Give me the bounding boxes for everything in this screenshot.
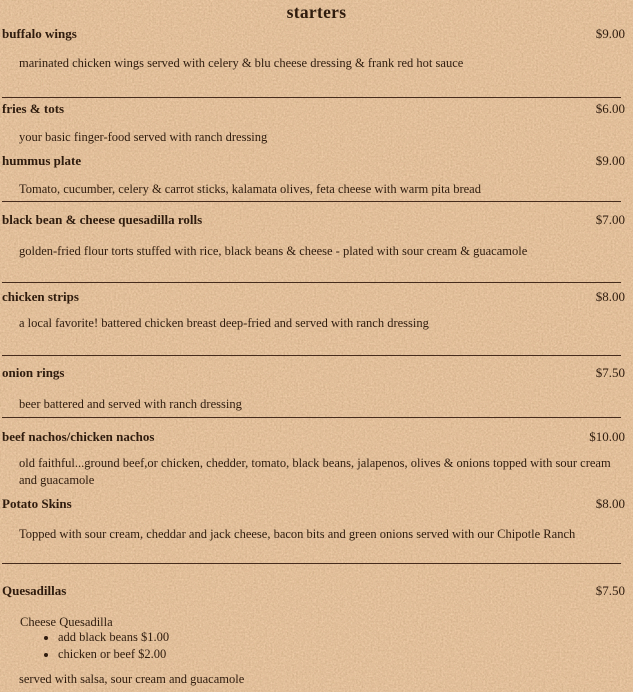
menu-item-row: [2, 496, 625, 512]
menu-item-price: $10.00: [589, 429, 625, 444]
menu-item-description: a local favorite! battered chicken breast deep-fried and served with ranch dressing: [19, 316, 429, 330]
divider: [2, 563, 621, 564]
menu-item-price: $6.00: [595, 101, 625, 116]
option-list-item: • add black beans $1.00: [58, 629, 625, 646]
menu-item-price: $9.00: [595, 26, 625, 41]
menu-item-name: buffalo wings: [2, 26, 77, 41]
menu-item-name: Quesadillas: [2, 583, 67, 598]
menu-item-name: fries & tots: [2, 101, 65, 116]
menu-item-name: onion rings: [2, 365, 65, 380]
menu-item-name: chicken strips: [2, 289, 79, 304]
menu-item-description: marinated chicken wings served with celery & blu cheese dressing & frank red hot sauce: [19, 56, 464, 70]
menu-item-name: black bean & cheese quesadilla rolls: [2, 212, 203, 227]
divider: [2, 355, 621, 356]
option-list-item: • chicken or beef $2.00: [58, 646, 625, 663]
menu-item-price: $7.50: [595, 583, 625, 598]
divider: [2, 97, 621, 98]
menu-item-row: [2, 153, 625, 169]
menu-item-price: $7.50: [595, 365, 625, 380]
menu-item-row: [2, 365, 625, 381]
menu-item-description: beer battered and served with ranch dressing: [19, 397, 242, 411]
menu-item-name: beef nachos/chicken nachos: [2, 429, 155, 444]
option-list: [20, 629, 625, 663]
divider: [2, 282, 621, 283]
menu-item-price: $9.00: [595, 153, 625, 168]
menu-item-variant: Cheese Quesadilla: [20, 615, 113, 629]
menu-item-row: [2, 289, 625, 305]
menu-item-description: Tomato, cucumber, celery & carrot sticks, kalamata olives, feta cheese with warm pita bread: [19, 182, 481, 196]
menu-item-price: $7.00: [595, 212, 625, 227]
menu-item-description: old faithful...ground beef,or chicken, chedder, tomato, black beans, jalapenos, olives & onions topped with sour cream and guacamole: [19, 456, 611, 487]
menu-item-name: hummus plate: [2, 153, 82, 168]
menu-item-price: $8.00: [595, 289, 625, 304]
divider: [2, 201, 621, 202]
menu-item-name: Potato Skins: [2, 496, 72, 511]
menu-item-row: [2, 212, 625, 228]
menu-item-price: $8.00: [595, 496, 625, 511]
menu-item-row: [2, 583, 625, 599]
menu-item-description: served with salsa, sour cream and guacamole: [19, 672, 245, 686]
menu-item-row: [2, 101, 625, 117]
menu-item-row: [2, 429, 625, 445]
menu-item-description: your basic finger-food served with ranch dressing: [19, 130, 268, 144]
menu-item-row: [2, 26, 625, 42]
divider: [2, 417, 621, 418]
menu-item-description: Topped with sour cream, cheddar and jack cheese, bacon bits and green onions served with our Chipotle Ranch: [19, 527, 576, 541]
menu-item-description: golden-fried flour torts stuffed with rice, black beans & cheese - plated with sour cream & guacamole: [19, 244, 528, 258]
section-title: starters: [286, 2, 347, 22]
